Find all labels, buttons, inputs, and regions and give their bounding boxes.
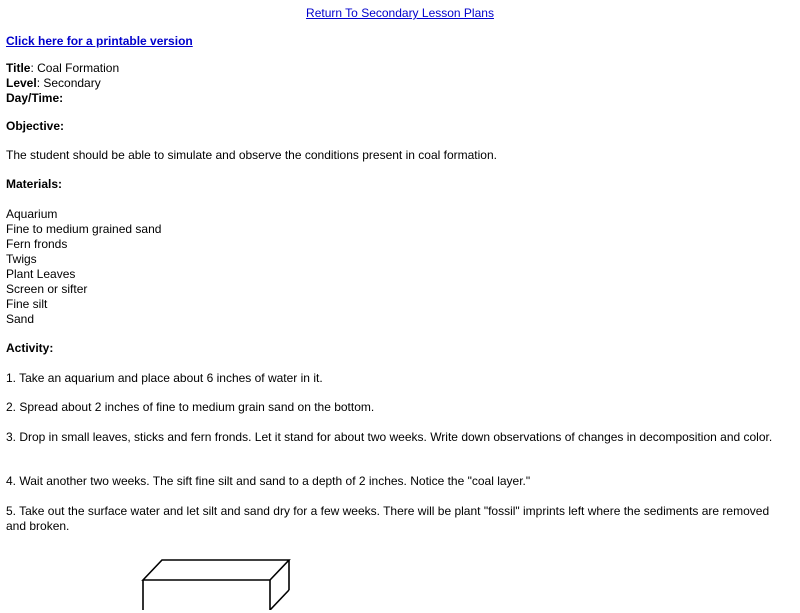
activity-step-5: 5. Take out the surface water and let silt and sand dry for a few weeks. There will be plant "fossil" imprints left where the sediments are removed and broken. [6,504,770,533]
list-item: Twigs [6,252,37,266]
level-value: Secondary [43,76,101,90]
lesson-meta [6,61,119,106]
list-item: Sand [6,312,35,326]
list-item: Screen or sifter [6,282,88,296]
title-row: Title: Coal Formation [6,61,120,75]
objective-heading: Objective: [6,119,65,133]
level-label: Level [6,76,37,90]
list-item: Aquarium [6,207,58,221]
list-item: Fine silt [6,297,48,311]
list-item: Plant Leaves [6,267,76,281]
level-row: Level: Secondary [6,76,101,90]
objective-text: The student should be able to simulate and observe the conditions present in coal formation. [6,148,497,162]
activity-step-3: 3. Drop in small leaves, sticks and fern fronds. Let it stand for about two weeks. Write down observations of changes in decomposition and color. [6,430,773,444]
activity-step-1: 1. Take an aquarium and place about 6 inches of water in it. [6,371,323,385]
title-label: Title [6,61,31,75]
activity-step-2: 2. Spread about 2 inches of fine to medium grain sand on the bottom. [6,400,375,414]
daytime-row [6,91,119,106]
materials-list [6,207,161,327]
activity-heading: Activity: [6,341,54,355]
activity-step-4: 4. Wait another two weeks. The sift fine silt and sand to a depth of 2 inches. Notice the "coal layer." [6,474,531,488]
printable-version-link[interactable]: Click here for a printable version [6,34,193,48]
list-item: Fine to medium grained sand [6,222,162,236]
title-value: Coal Formation [37,61,120,75]
materials-heading: Materials: [6,177,63,191]
return-to-lesson-plans-link[interactable]: Return To Secondary Lesson Plans [306,6,494,20]
list-item: Fern fronds [6,237,68,251]
daytime-label: Day/Time: [6,91,64,105]
